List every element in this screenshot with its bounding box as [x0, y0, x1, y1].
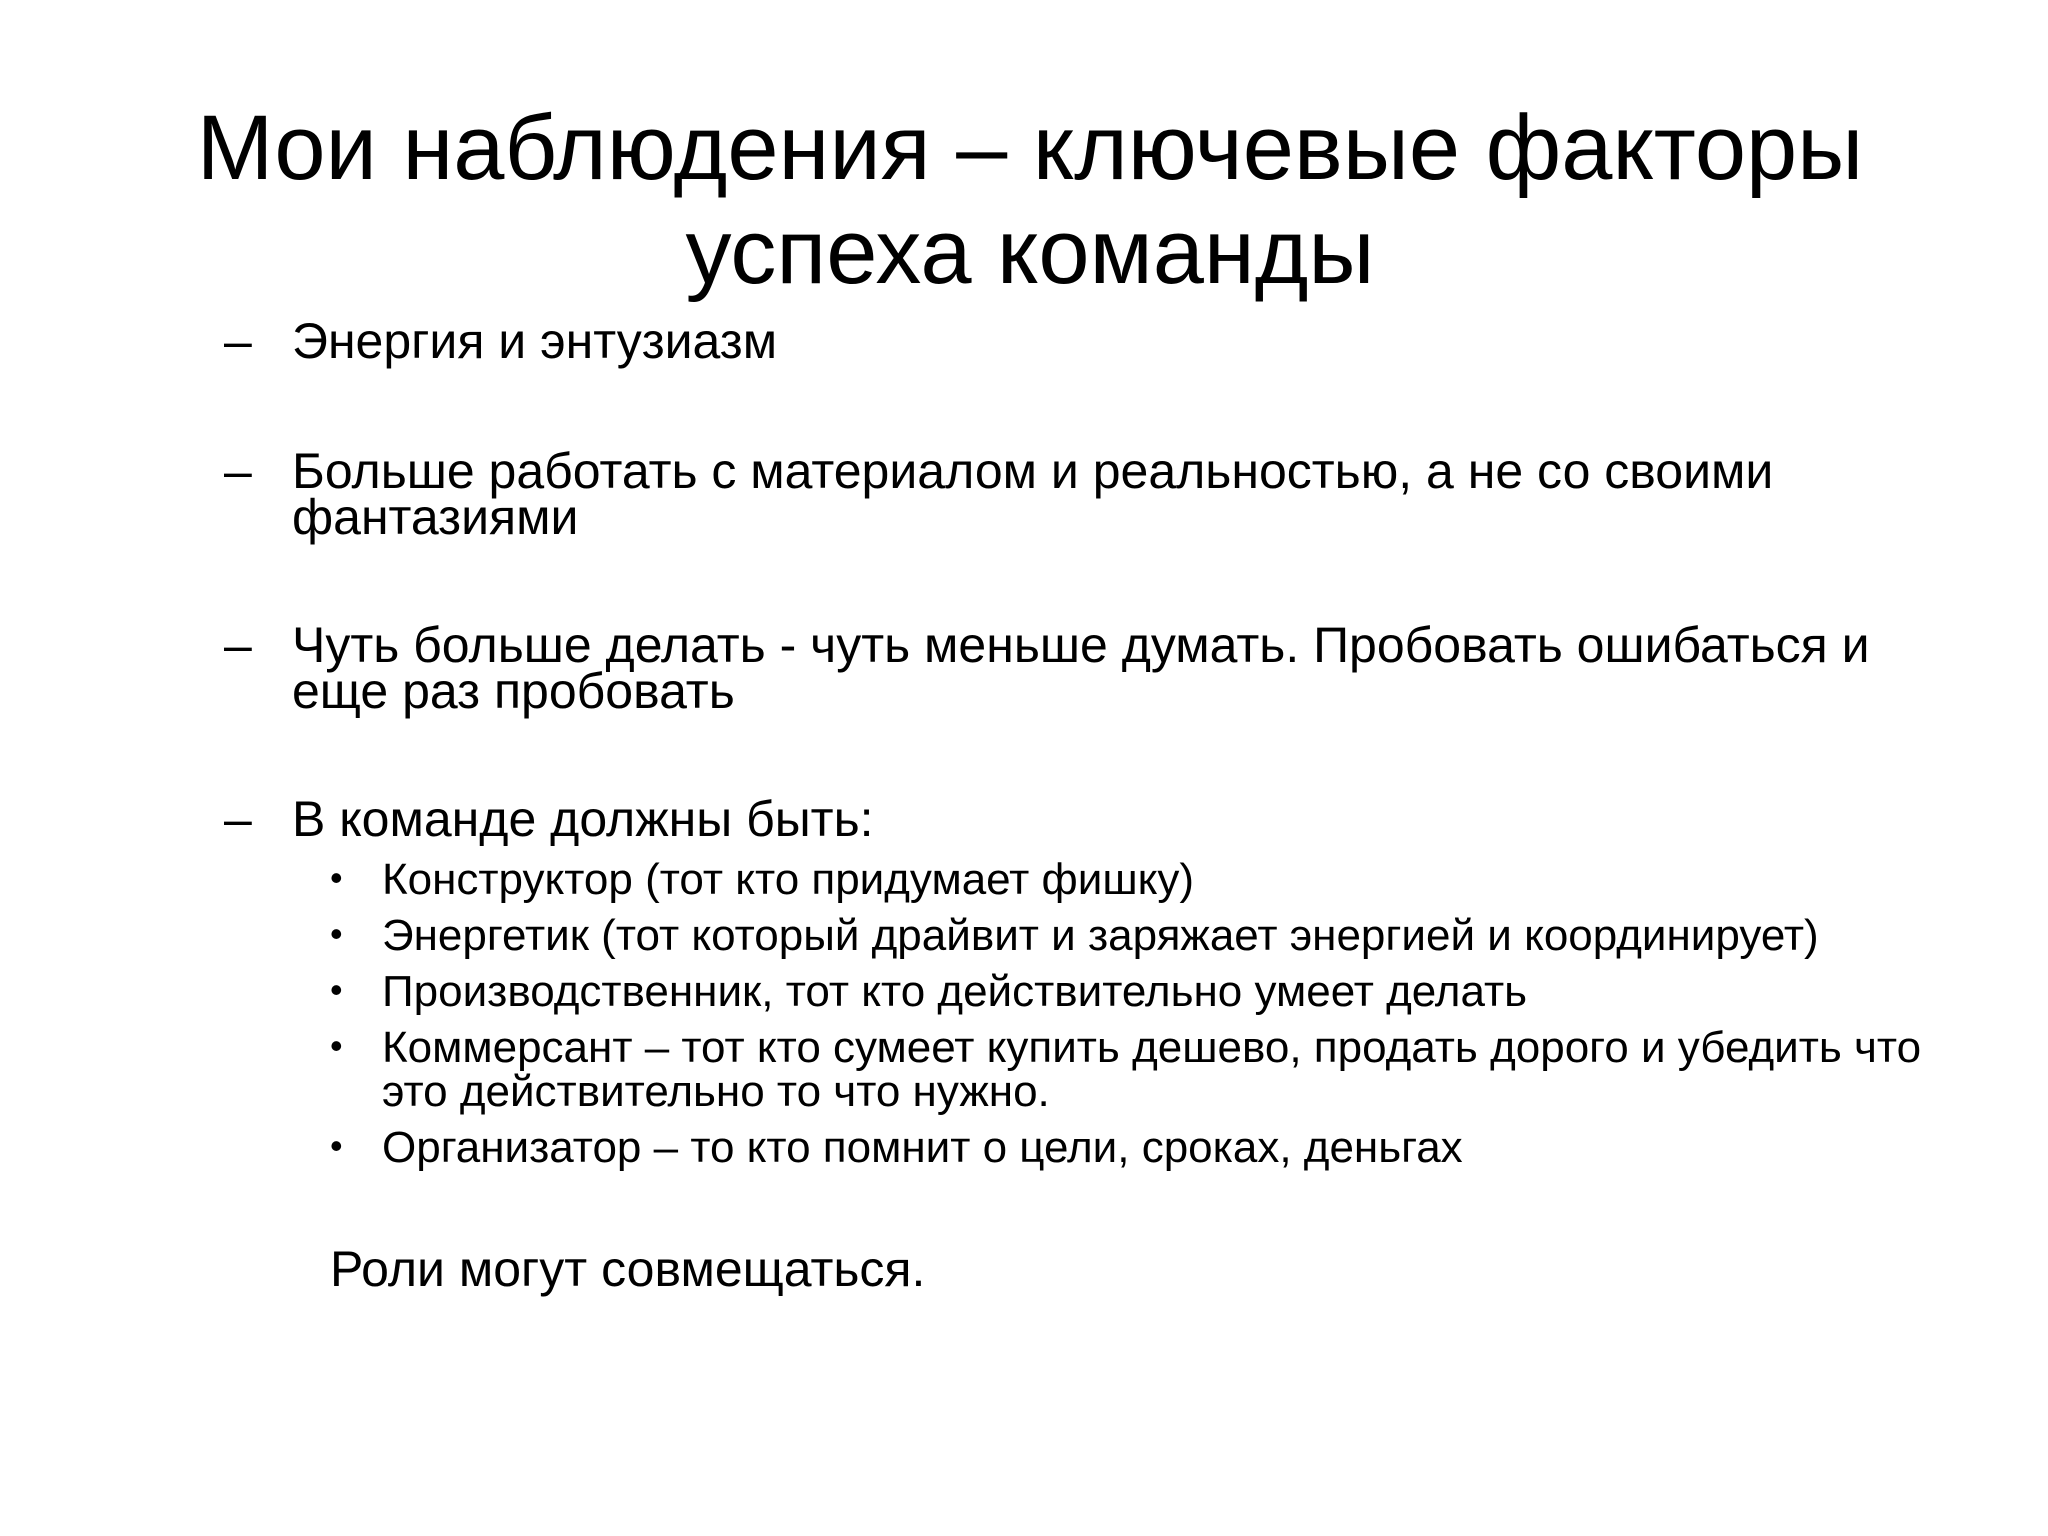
slide-title-line-2: успеха команды: [685, 201, 1375, 303]
bullet-dot: •: [330, 1125, 343, 1166]
slide-title: [120, 96, 1940, 304]
list-item-text: В команде должны быть:: [292, 791, 874, 847]
role-item-text: Организатор – то кто помнит о цели, сроках, деньгах: [382, 1123, 1463, 1172]
role-item-text: Производственник, тот кто действительно умеет делать: [382, 967, 1528, 1016]
bullet-dot: •: [330, 913, 343, 954]
role-item-text: Коммерсант – тот кто сумеет купить дешево, продать дорого и убедить что это действительно то что нужно.: [382, 1023, 1922, 1116]
list-item-text: Энергия и энтузиазм: [292, 313, 778, 369]
list-item-text: Чуть больше делать - чуть меньше думать. Пробовать ошибаться и еще раз пробовать: [292, 617, 1870, 719]
bullet-dot: •: [330, 857, 343, 898]
bullet-dot: •: [330, 969, 343, 1010]
dash-bullet: –: [224, 617, 252, 673]
slide-title-line-1: Мои наблюдения – ключевые факторы: [196, 97, 1864, 199]
role-item-text: Энергетик (тот который драйвит и заряжает энергией и координирует): [382, 911, 1819, 960]
roles-note: Роли могут совмещаться.: [330, 1241, 926, 1297]
dash-bullet: –: [224, 791, 252, 847]
dash-bullet: –: [224, 443, 252, 499]
role-item-text: Конструктор (тот кто придумает фишку): [382, 855, 1195, 904]
bullet-dot: •: [330, 1025, 343, 1066]
list-item-text: Больше работать с материалом и реальностью, а не со своими фантазиями: [292, 443, 1774, 545]
dash-bullet: –: [224, 313, 252, 369]
